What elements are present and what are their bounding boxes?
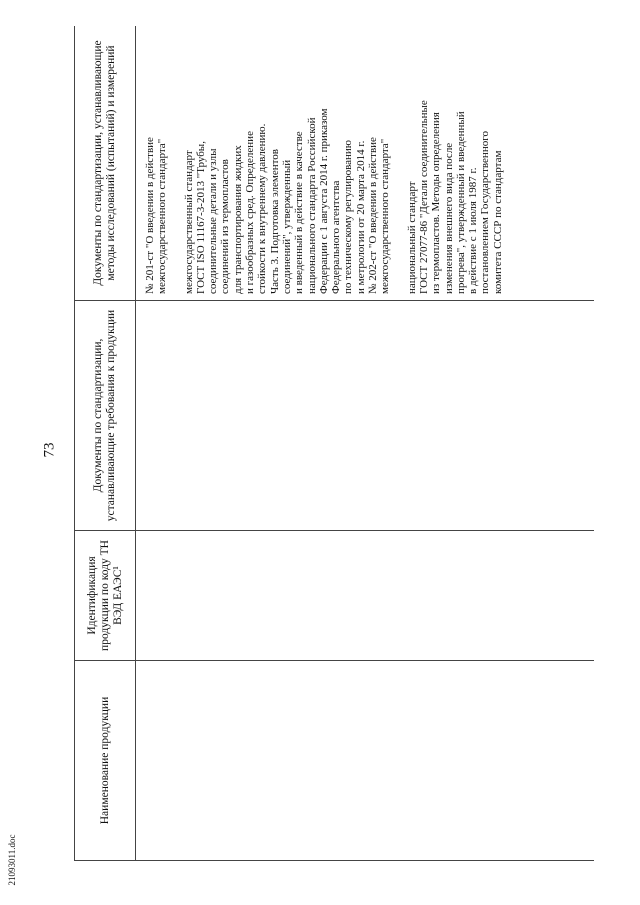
cell-methods-standards [136,26,595,301]
text-line: изменения внешнего вида после [442,142,455,294]
text-line: в действие с 1 июля 1987 г. [467,167,480,294]
cell-tn-ved-code [136,531,595,661]
text-line: соединений из термопластов [219,159,232,294]
cell-requirements-standards [136,301,595,531]
standard-entry-continuation [144,32,169,294]
table-row [136,26,595,861]
cell-product-name [136,661,595,861]
text-line: Федерации с 1 августа 2014 г. приказом [317,108,330,294]
header-product-name: Наименование продукции [75,661,136,861]
text-line: прогрева", утвержденный и введенный [454,111,467,294]
text-line: ГОСТ 27077-86 "Детали соединительные [417,100,430,294]
text-line: межгосударственный стандарт [182,150,195,294]
text-line: национального стандарта Российской [305,117,318,294]
text-line: соединений", утвержденный [280,159,293,294]
text-line: ГОСТ ISO 11167-3-2013 "Трубы, [194,141,207,294]
text-line: постановлением Государственного [479,131,492,294]
text-line: межгосударственного стандарта" [156,138,169,294]
text-line: № 202-ст "О введении в действие [367,137,380,294]
text-line: стойкости к внутреннему давлению. [256,123,269,294]
text-line: Федерального агентства [330,180,343,294]
text-line: соединительные детали и узлы [207,148,220,294]
header-methods-standards: Документы по стандартизации, устанавливающие методы исследований (испытаний) и измерений [75,26,136,301]
text-line: и газообразных сред. Определение [244,131,257,294]
standard-entry-gost-27077-86 [406,32,504,294]
standard-entry-gost-iso-11167-3 [183,32,392,294]
header-requirements-standards: Документы по стандартизации, устанавливающие требования к продукции [75,301,136,531]
text-line: Часть 3. Подготовка элементов [268,149,281,294]
file-name: 21093011.doc [7,834,17,886]
text-line: национальный стандарт [405,181,418,294]
text-line: № 201-ст "О введении в действие [144,137,156,294]
standards-table [74,26,594,861]
text-line: и метрологии от 20 марта 2014 г. [354,140,367,294]
text-line: для транспортирования жидких [231,145,244,294]
table-container [74,26,594,861]
text-line: комитета СССР по стандартам [491,150,504,294]
text-line: межгосударственного стандарта" [379,138,392,294]
page-number: 73 [41,442,58,458]
header-tn-ved-code: Идентификация продукции по коду ТН ВЭД ЕАЭС¹ [75,531,136,661]
rotated-table [74,26,594,861]
text-line: и введенный в действие в качестве [293,131,306,294]
header-row [75,26,136,861]
text-line: из термопластов. Методы определения [430,112,443,294]
text-line: по техническому регулированию [342,139,355,294]
